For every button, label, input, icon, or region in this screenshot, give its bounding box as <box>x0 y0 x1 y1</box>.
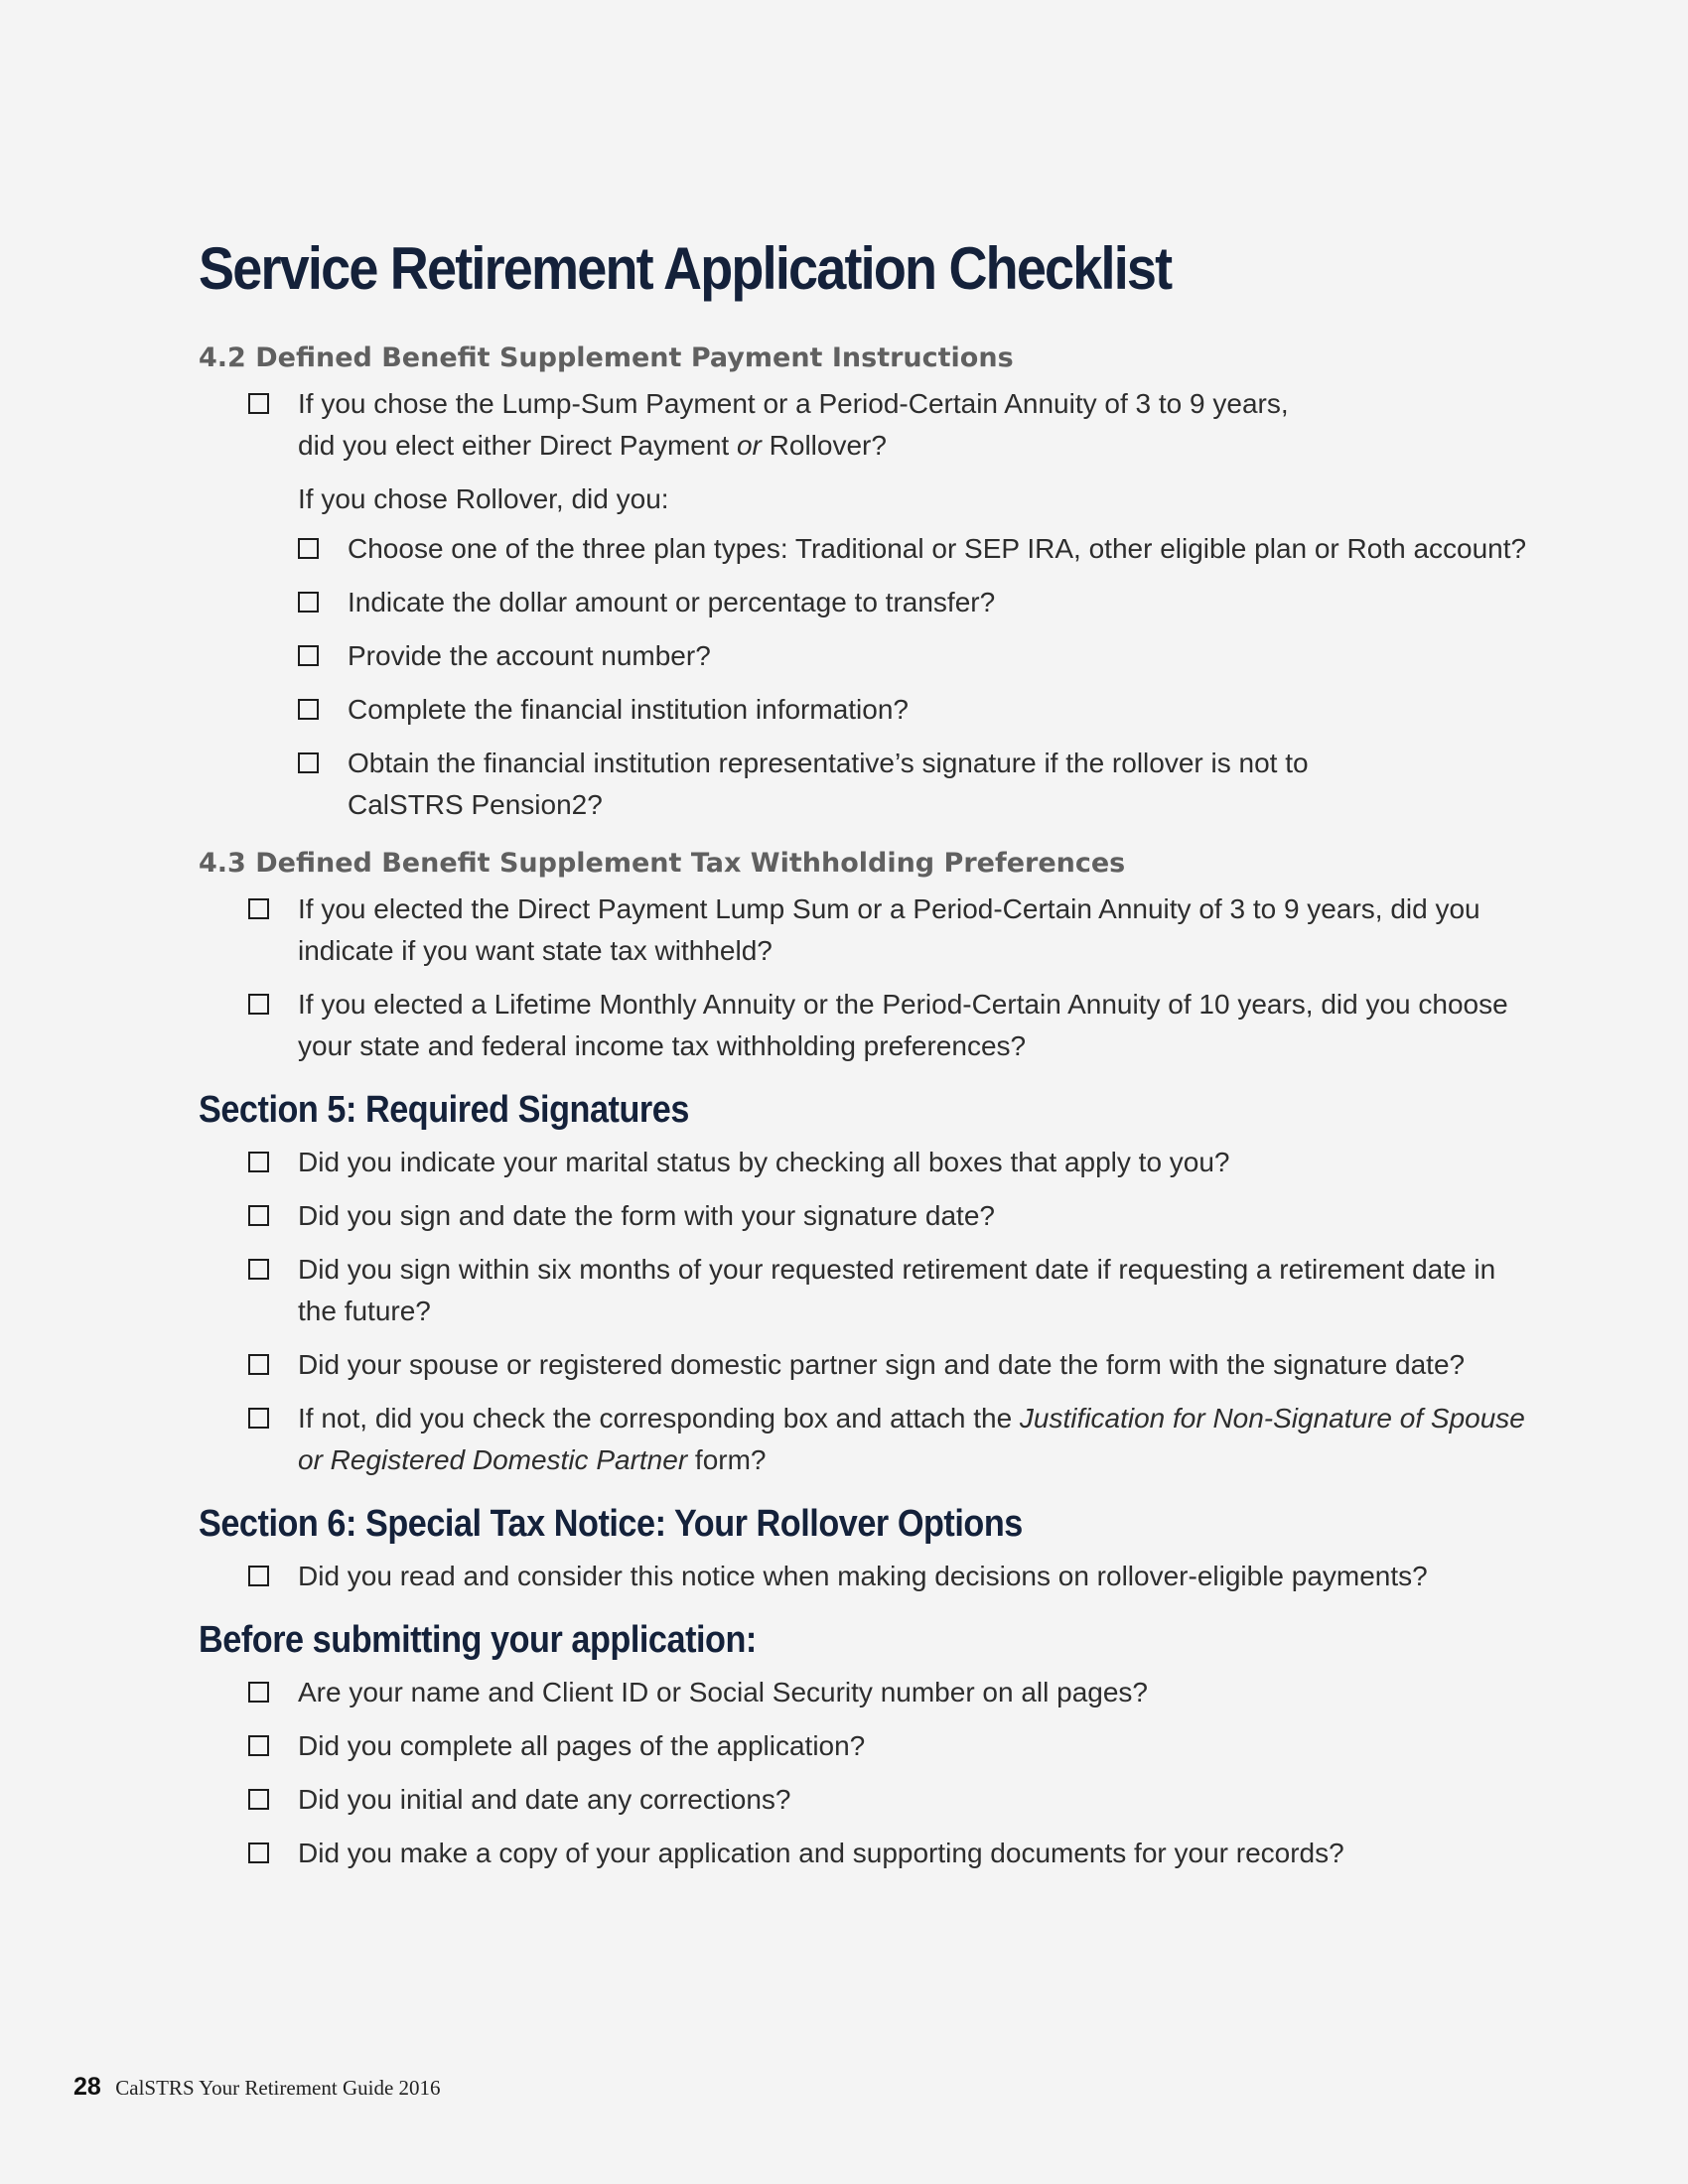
checkbox[interactable] <box>248 898 269 919</box>
checklist-item <box>248 1725 1529 1767</box>
item-text: Obtain the financial institution representative’s signature if the rollover is not to CalSTRS Pension2? <box>348 748 1309 820</box>
checklist-subitem <box>298 635 1529 677</box>
item-text: Did your spouse or registered domestic partner sign and date the form with the signature date? <box>298 1349 1466 1380</box>
checklist-item <box>248 1249 1529 1332</box>
checkbox[interactable] <box>298 699 319 720</box>
rollover-sublist <box>199 528 1529 826</box>
checkbox[interactable] <box>248 1789 269 1810</box>
checklist-item <box>248 1672 1529 1713</box>
checkbox[interactable] <box>248 1682 269 1703</box>
checklist-item <box>248 1556 1529 1597</box>
item-text: Are your name and Client ID or Social Security number on all pages? <box>298 1677 1148 1707</box>
checkbox[interactable] <box>248 1735 269 1756</box>
checkbox[interactable] <box>248 1205 269 1226</box>
item-text: If you elected a Lifetime Monthly Annuity or the Period-Certain Annuity of 10 years, did you choose your state and federal income tax withholding preferences? <box>298 989 1508 1061</box>
checkbox[interactable] <box>298 538 319 559</box>
item-text: Rollover? <box>761 430 887 461</box>
section-5-heading: Section 5: Required Signatures <box>199 1089 689 1131</box>
rollover-intro: If you chose Rollover, did you: <box>298 483 669 514</box>
page-number: 28 <box>73 2073 101 2101</box>
checkbox[interactable] <box>248 1259 269 1280</box>
before-submitting-list <box>199 1672 1529 1874</box>
item-text: form? <box>687 1444 767 1475</box>
section-4-3-list <box>199 888 1529 1067</box>
checklist-item <box>248 1398 1529 1481</box>
checklist-item <box>248 984 1529 1067</box>
checkbox[interactable] <box>248 393 269 414</box>
before-submitting-heading: Before submitting your application: <box>199 1619 757 1661</box>
section-4-2-heading: 4.2 Defined Benefit Supplement Payment Instructions <box>199 342 1014 373</box>
checkbox[interactable] <box>248 1843 269 1863</box>
item-text: If you chose the Lump-Sum Payment or a Period-Certain Annuity of 3 to 9 years, <box>298 388 1289 419</box>
checkbox[interactable] <box>248 994 269 1015</box>
item-text: Did you sign and date the form with your signature date? <box>298 1200 995 1231</box>
checklist-subitem <box>298 528 1529 570</box>
page-footer <box>73 2073 441 2102</box>
checklist-subitem <box>298 582 1529 623</box>
section-4-3-heading: 4.3 Defined Benefit Supplement Tax Withholding Preferences <box>199 848 1126 879</box>
checklist-item <box>248 1142 1529 1183</box>
checklist-item <box>248 888 1529 972</box>
item-text: did you elect either Direct Payment <box>298 430 737 461</box>
publication-title: CalSTRS Your Retirement Guide 2016 <box>115 2076 441 2100</box>
checkbox[interactable] <box>248 1408 269 1429</box>
form-title: Justification for Non-Signature of Spouse or Registered Domestic Partner <box>298 1403 1525 1475</box>
section-5-list <box>199 1142 1529 1481</box>
checklist-item <box>248 1344 1529 1386</box>
item-text: Choose one of the three plan types: Traditional or SEP IRA, other eligible plan or Roth account? <box>348 533 1527 564</box>
item-text: If not, did you check the corresponding box and attach the <box>298 1403 1020 1433</box>
item-text: Did you read and consider this notice when making decisions on rollover-eligible payments? <box>298 1561 1428 1591</box>
section-6-heading: Section 6: Special Tax Notice: Your Rollover Options <box>199 1503 1023 1545</box>
document-page <box>199 234 1529 1886</box>
section-6-list <box>199 1556 1529 1597</box>
checkbox[interactable] <box>298 645 319 666</box>
checkbox[interactable] <box>298 592 319 613</box>
item-text: Indicate the dollar amount or percentage to transfer? <box>348 587 996 617</box>
item-text: Complete the financial institution information? <box>348 694 909 725</box>
checkbox[interactable] <box>248 1566 269 1586</box>
checkbox[interactable] <box>248 1354 269 1375</box>
section-4-2-list <box>199 383 1529 467</box>
checklist-item <box>248 1195 1529 1237</box>
item-text: Did you sign within six months of your requested retirement date if requesting a retirement date in the future? <box>298 1254 1496 1326</box>
checklist-item <box>248 383 1529 467</box>
checklist-subitem <box>298 689 1529 731</box>
item-text: Did you initial and date any corrections? <box>298 1784 791 1815</box>
checkbox[interactable] <box>298 752 319 773</box>
item-text-emphasis: or <box>736 430 762 461</box>
checklist-item <box>248 1779 1529 1821</box>
item-text: Did you complete all pages of the application? <box>298 1730 866 1761</box>
checkbox[interactable] <box>248 1152 269 1172</box>
item-text: If you elected the Direct Payment Lump Sum or a Period-Certain Annuity of 3 to 9 years, did you indicate if you want state tax withheld? <box>298 893 1480 966</box>
page-title: Service Retirement Application Checklist <box>199 235 1172 302</box>
item-text: Did you indicate your marital status by checking all boxes that apply to you? <box>298 1147 1230 1177</box>
checklist-subitem <box>298 743 1340 826</box>
checklist-item <box>248 1833 1529 1874</box>
item-text: Did you make a copy of your application and supporting documents for your records? <box>298 1838 1344 1868</box>
item-text: Provide the account number? <box>348 640 711 671</box>
